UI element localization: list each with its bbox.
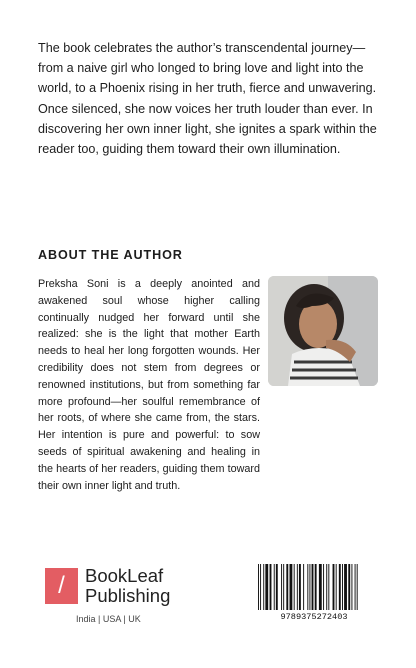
- barcode-bar: [283, 564, 284, 610]
- isbn-number: 9789375272403: [280, 612, 348, 622]
- barcode-bar: [281, 564, 282, 610]
- publisher-regions: India | USA | UK: [76, 614, 141, 624]
- barcode-bar: [348, 564, 350, 610]
- barcode-bar: [276, 564, 278, 610]
- barcode-bar: [265, 564, 268, 610]
- barcode-bar: [297, 564, 298, 610]
- publisher-logo-mark: /: [45, 568, 78, 604]
- barcode-bar: [342, 564, 343, 610]
- about-author-heading: ABOUT THE AUTHOR: [38, 248, 183, 262]
- barcode-bar: [290, 564, 293, 610]
- isbn-barcode: [254, 562, 374, 634]
- back-cover-blurb: The book celebrates the author’s transcendental journey—from a naive girl who longed to bring love and light into the world, to a Phoenix rising in her truth, fierce and unwavering. Once silenced, she now voices her truth louder than ever. In discovering her own inner light, she ignites a spark within the reader too, guiding them toward their own illumination.: [38, 41, 377, 157]
- publisher-name-line1: BookLeaf: [85, 565, 164, 586]
- barcode-bar: [258, 564, 259, 610]
- barcode-bar: [315, 564, 317, 610]
- barcode-bar: [351, 564, 352, 610]
- barcode-bar: [323, 564, 324, 610]
- barcode-bar: [312, 564, 314, 610]
- barcode-bar: [339, 564, 341, 610]
- barcode-bar: [274, 564, 275, 610]
- barcode-bar: [303, 564, 304, 610]
- author-photo: [268, 276, 378, 386]
- barcode-bar: [357, 564, 358, 610]
- publisher-name-line2: Publishing: [85, 585, 171, 606]
- barcode-bar: [336, 564, 337, 610]
- barcode-bar: [344, 564, 347, 610]
- barcode-bar: [328, 564, 329, 610]
- barcode-bar: [333, 564, 335, 610]
- barcode-bar: [286, 564, 288, 610]
- barcode-bar: [326, 564, 327, 610]
- barcode-bar: [263, 564, 264, 610]
- barcode-bar: [309, 564, 310, 610]
- barcode-bar: [270, 564, 272, 610]
- barcode-bar: [294, 564, 295, 610]
- barcode-bars: [254, 562, 374, 612]
- barcode-bar: [260, 564, 261, 610]
- barcode-bar: [355, 564, 356, 610]
- publisher-logo: [45, 565, 185, 628]
- author-bio: Preksha Soni is a deeply anointed and awakened soul whose higher calling continually nudged her forward until she realized: she is the light that mother Earth needs to heal her long forgotten wounds. Her credibility does not stem from degrees or renowned institutions, but from something far more profound—her soulful remembrance of her roots, of where she came from, the stars. Her intention is pure and powerful: to sow seeds of spiritual awakening and healing in the hearts of her readers, guiding them toward their own inner light and truth.: [38, 278, 260, 492]
- barcode-bar: [319, 564, 322, 610]
- barcode-bar: [307, 564, 308, 610]
- barcode-bar: [299, 564, 301, 610]
